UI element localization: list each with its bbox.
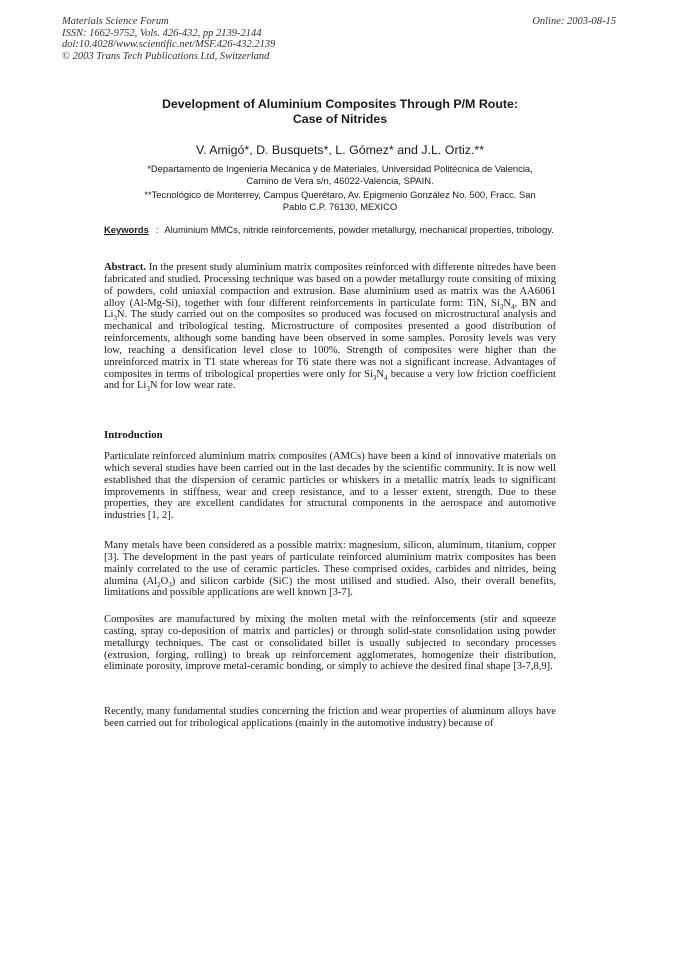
journal-header (62, 16, 275, 62)
authors: V. Amigó*, D. Busquets*, L. Gómez* and J.L. Ortiz.** (195, 143, 485, 157)
abstract-sub-d: 3 (372, 373, 377, 382)
intro-p2-text-a: Many metals have been considered as a possible matrix: magnesium, silicon, aluminum, titanium, copper [3]. The development in the past years of particulate reinforced aluminium matrix composites has been mainly correlated to the use of ceramic particles. These comprised oxides, carbides and nitrides, being alumina (Al (104, 540, 556, 587)
affiliation-valencia-line1: *Departamento de Ingeniería Mecánica y de Materiales, Universidad Politécnica de Valencia, (147, 163, 533, 174)
abstract-sub-e: 4 (384, 373, 388, 382)
keywords-label: Keywords (104, 224, 149, 235)
intro-p2-sub-2: 2 (157, 580, 161, 589)
affiliation-valencia (100, 163, 580, 187)
online-date: Online: 2003-08-15 (532, 16, 616, 27)
intro-paragraph-1: Particulate reinforced aluminium matrix composites (AMCs) have been a kind of innovative materials on which several studies have been carried out in the last decades by the scientific community. It is now well established that the dispersion of ceramic particles or whiskers in a metallic matrix leads to significant improvements in stiffness, wear and creep resistance, and to a lesser extent, strength. Due to these properties, they are excellent candidates for structural components in the aerospace and automotive industries [1, 2]. (104, 451, 556, 522)
intro-p2-text-o: O (160, 575, 169, 587)
abstract-text-4: N. The study carried out on the composites so produced was focused on microstructural analysis and mechanical and tribological testing. Microstructure of composites presented a good distribution of reinforcements, although some banding have been observed in some samples. Porosity levels was very low, reaching a densification level close to 100%. Strength of composites were higher than the unreinforced matrix in T1 state whereas for T6 state there was not a significant increase. Advantages of composites in terms of tribological properties were only for Si (104, 309, 556, 380)
abstract-text-3: , BN and Li (104, 297, 556, 321)
introduction-heading: Introduction (104, 429, 163, 441)
affiliation-valencia-line2: Camino de Vera s/n, 46022-Valencia, SPAIN. (246, 175, 434, 187)
intro-paragraph-3: Composites are manufactured by mixing the molten metal with the reinforcements (stir and squeeze casting, spray co-deposition of matrix and particles) or through solid-state consolidation using powder metallurgy techniques. The cast or consolidated billet is usually subjected to secondary processes (extrusion, forging, rolling) to break up reinforcement agglomerates, homogenize their distribution, eliminate porosity, improve metal-ceramic bonding, or simply to achieve the desired final shape [3-7,8,9]. (104, 614, 556, 673)
journal-copyright: © 2003 Trans Tech Publications Ltd, Switzerland (62, 50, 270, 62)
affiliation-monterrey-line2: Pablo C.P. 76130, MEXICO (282, 201, 398, 213)
affiliation-monterrey-line1: **Tecnológico de Monterrey, Campus Querétaro, Av. Epigmenio González No. 500, Fracc. San (144, 189, 536, 200)
abstract-label: Abstract. (104, 262, 147, 273)
journal-issn: ISSN: 1662-9752, Vols. 426-432, pp 2139-2144 (62, 27, 262, 39)
affiliation-monterrey (100, 189, 580, 213)
abstract-text-1: In the present study aluminium matrix composites reinforced with differente nitredes have been fabricated and studied. Processing technique was based on a powder metallurgy route consiting of mixing of powders, cold uniaxial compaction and extrusion. Base aluminium used as matrix was the AA6061 alloy (Al-Mg-Si), together with four different reinforcements in particulate form: TiN, Si (104, 262, 556, 309)
journal-name: Materials Science Forum (62, 16, 169, 27)
abstract-sub-a: 3 (499, 302, 504, 311)
keywords-text: Aluminium MMCs, nitride reinforcements, powder metallurgy, mechanical properties, tribology. (164, 224, 554, 235)
abstract-text-6: because a very low friction coefficient and for Li (104, 368, 557, 392)
journal-doi: doi:10.4028/www.scientific.net/MSF.426-432.2139 (62, 39, 276, 51)
abstract (104, 262, 556, 392)
intro-paragraph-2 (104, 540, 556, 599)
abstract-sub-b: 4 (511, 302, 515, 311)
paper-title (100, 97, 580, 127)
abstract-sub-f: 3 (146, 385, 150, 394)
paper-title-line1: Development of Aluminium Composites Through P/M Route: (161, 97, 519, 111)
abstract-text-7: N for low wear rate. (149, 380, 236, 392)
abstract-text-2: N (503, 297, 512, 309)
abstract-text-5: N (376, 368, 385, 380)
intro-p2-text-b: ) and silicon carbide (SiC) the most utilised and studied. Also, their overall benefits, limitations and possible applications are well known [3-7]. (104, 575, 556, 599)
abstract-sub-c: 3 (113, 314, 117, 323)
keywords: Keywords : Aluminium MMCs, nitride reinforcements, powder metallurgy, mechanical properties, tribology. (104, 224, 554, 235)
intro-paragraph-4: Recently, many fundamental studies concerning the friction and wear properties of aluminum alloys have been carried out for tribological applications (mainly in the automotive industry) because of (104, 706, 556, 729)
intro-p2-sub-3: 3 (168, 580, 172, 589)
paper-title-line2: Case of Nitrides (292, 112, 388, 126)
